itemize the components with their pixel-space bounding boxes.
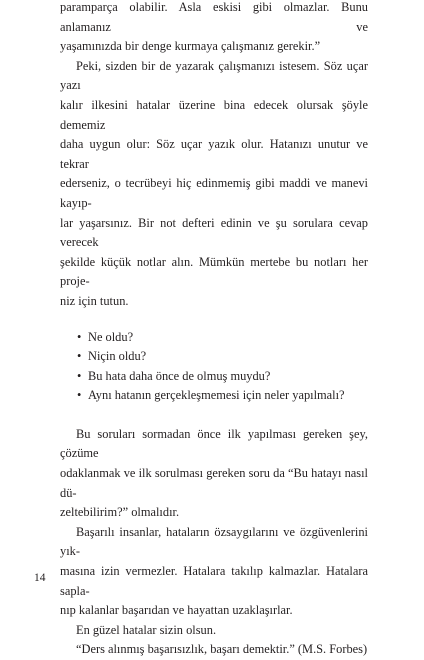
text-line: zeltebilirim?” olmalıdır. <box>60 505 180 520</box>
text-line: Başarılı insanlar, hataların özsaygılarını ve özgüvenlerini yık- <box>60 524 368 559</box>
bullet-icon: • <box>77 349 82 364</box>
paragraph-solution-focus <box>60 425 368 464</box>
bullet-icon: • <box>77 329 82 344</box>
text-line: En güzel hatalar sizin olsun. <box>76 622 217 637</box>
paragraph-best-mistakes <box>60 621 368 641</box>
text-line: “Ders alınmış başarısızlık, başarı demektir.” (M.S. Forbes) <box>76 642 368 657</box>
text-line: lar yaşarsınız. Bir not defteri edinin ve şu sorulara cevap verecek <box>60 215 368 250</box>
text-line: kalır ilkesini hatalar üzerine bina edecek olursak şöyle dememiz <box>60 97 368 132</box>
list-item <box>77 347 368 367</box>
paragraph-writing-advice <box>60 57 368 96</box>
paragraph-quote-end <box>60 0 368 57</box>
bullet-icon: • <box>77 388 82 403</box>
text-line: ederseniz, o tecrübeyi hiç edinmemiş gibi maddi ve manevi kayıp- <box>60 176 368 210</box>
list-item <box>77 328 368 348</box>
paragraph-forbes-quote <box>60 640 368 660</box>
text-line: odaklanmak ve ilk sorulması gereken soru da “Bu hatayı nasıl dü- <box>60 466 368 500</box>
list-item-text: Niçin oldu? <box>88 349 147 364</box>
list-item-text: Aynı hatanın gerçekleşmemesi için neler yapılmalı? <box>88 388 345 403</box>
text-line: şekilde küçük notlar alın. Mümkün mertebe bu notları her proje- <box>60 254 368 289</box>
paragraph-successful-people-cont <box>60 562 368 621</box>
body-text <box>60 0 368 660</box>
text-line: paramparça olabilir. Asla eskisi gibi olmazlar. Bunu anlamanız ve <box>60 0 368 34</box>
bullet-icon: • <box>77 368 82 383</box>
text-line: nıp kalanlar başarıdan ve hayattan uzaklaşırlar. <box>60 603 293 618</box>
list-item <box>77 367 368 387</box>
text-line: yaşamınızda bir denge kurmaya çalışmanız gerekir.” <box>60 39 321 54</box>
page-number: 14 <box>34 572 46 584</box>
spacer <box>60 406 368 425</box>
paragraph-solution-focus-cont <box>60 464 368 523</box>
list-item <box>77 386 368 406</box>
question-list <box>60 328 368 406</box>
paragraph-successful-people <box>60 523 368 562</box>
text-line: Peki, sizden bir de yazarak çalışmanızı istesem. Söz uçar yazı <box>60 58 368 93</box>
list-item-text: Ne oldu? <box>88 329 134 344</box>
text-line: Bu soruları sormadan önce ilk yapılması gereken şey, çözüme <box>60 426 368 461</box>
text-line: masına izin vermezler. Hatalara takılıp kalmazlar. Hatalara sapla- <box>60 564 368 598</box>
text-line: daha uygun olur: Söz uçar yazık olur. Hatanızı unutur ve tekrar <box>60 137 368 171</box>
text-line: niz için tutun. <box>60 293 129 308</box>
paragraph-writing-advice-cont <box>60 96 368 312</box>
list-item-text: Bu hata daha önce de olmuş muydu? <box>88 368 271 383</box>
